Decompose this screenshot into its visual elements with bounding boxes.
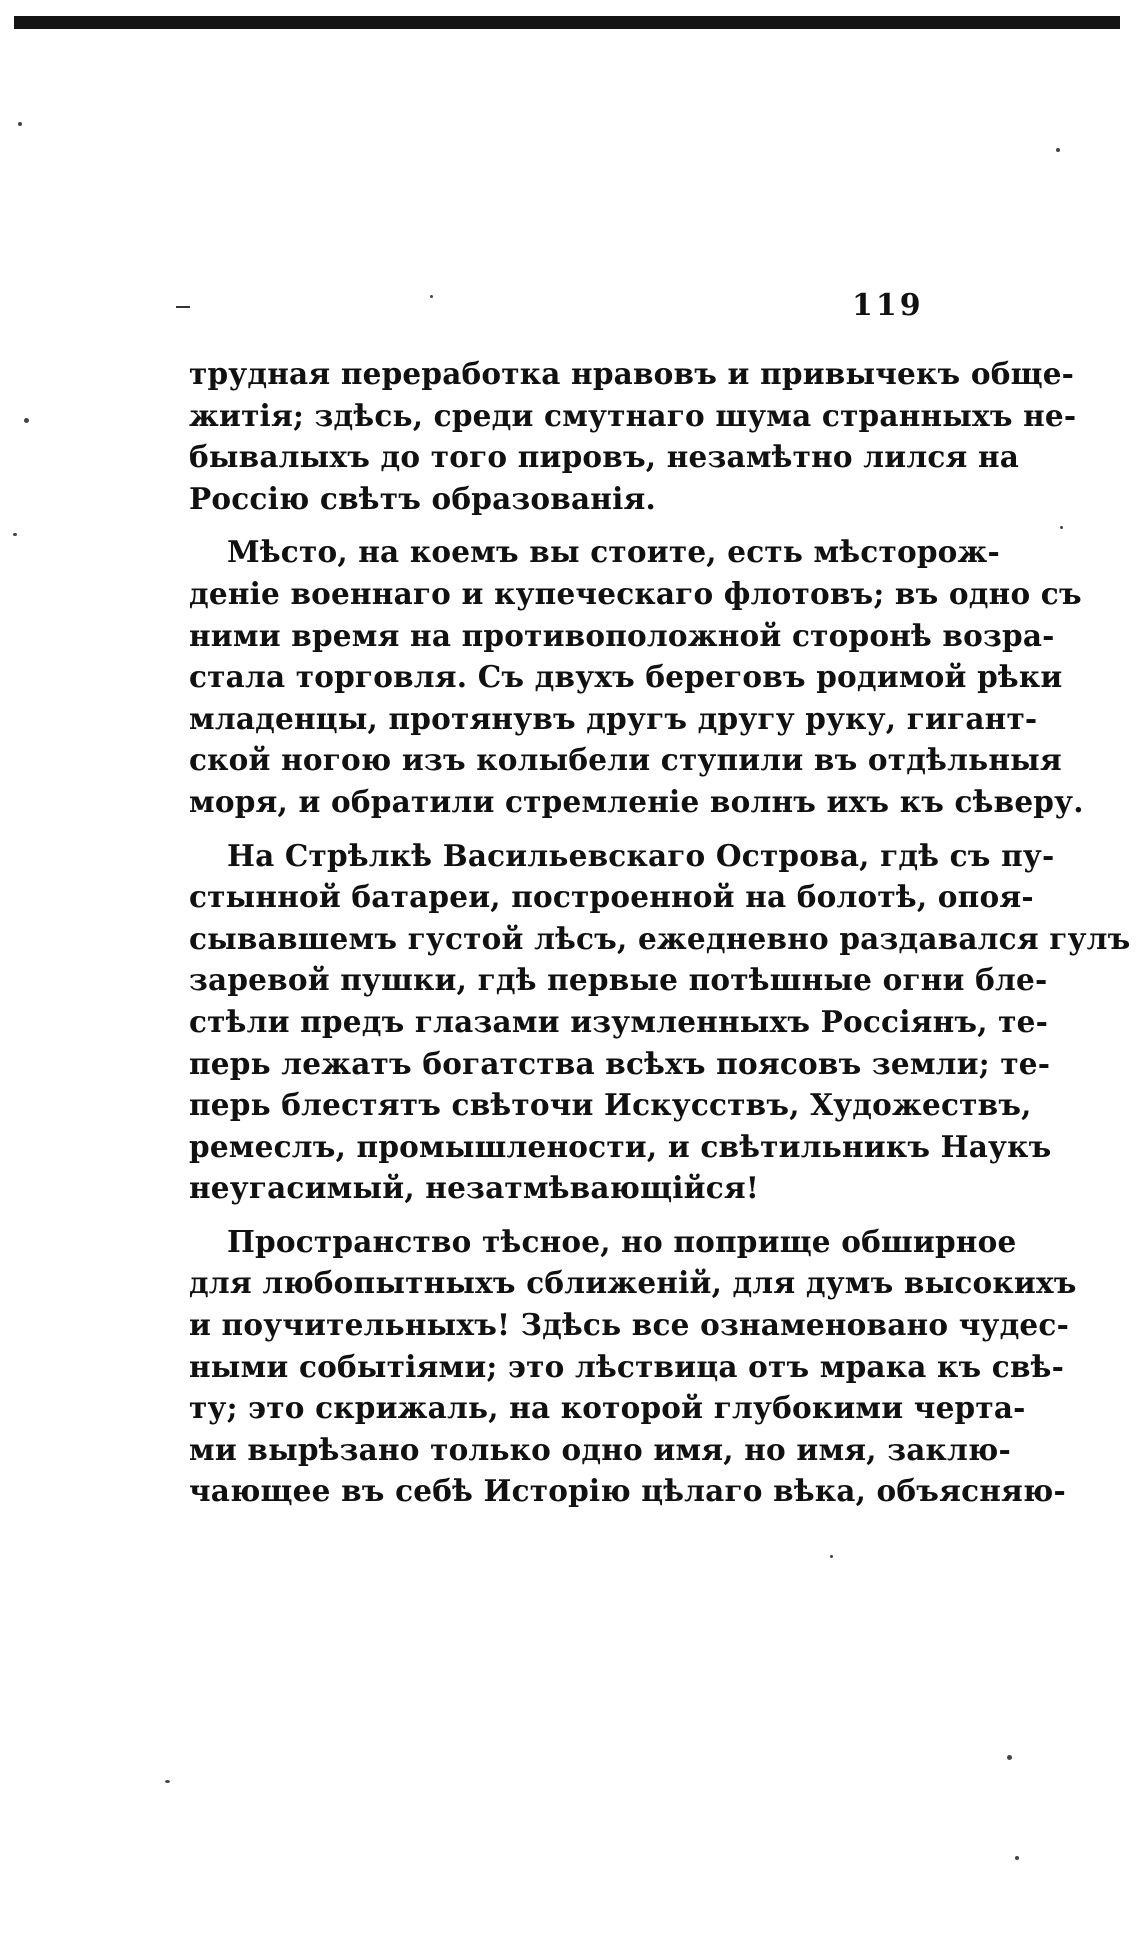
text-line: чающее въ себѣ Исторію цѣлаго вѣка, объясняю- [189,1473,1066,1509]
scan-speck [165,1780,170,1783]
text-line: стала торговля. Съ двухъ береговъ родимой рѣки [189,659,1063,695]
header-dash [176,306,190,308]
text-line: На Стрѣлкѣ Васильевскаго Острова, гдѣ съ пу- [227,837,1055,873]
text-line: неугасимый, незатмѣвающійся! [189,1170,760,1206]
text-line: бывалыхъ до того пировъ, незамѣтно лился на [189,439,1020,475]
scan-speck [1060,526,1063,529]
scan-speck [24,418,29,423]
scan-speck [13,533,17,536]
text-line: ту; это скрижаль, на которой глубокими черта- [189,1390,1026,1426]
scan-speck [18,122,22,126]
text-line: для любопытныхъ сближеній, для думъ высокихъ [189,1265,1077,1301]
body-text [189,353,1131,1512]
text-line: ремеслъ, промышлености, и свѣтильникъ Наукъ [189,1128,1052,1164]
text-line: ними время на противоположной сторонѣ возра- [189,617,1055,653]
text-line: сывавшемъ густой лѣсъ, ежедневно раздавался гулъ [189,920,1131,956]
text-line: Россію свѣтъ образованія. [189,480,656,516]
scan-speck [430,295,433,298]
scan-speck [830,1555,833,1558]
text-line: житія; здѣсь, среди смутнаго шума странныхъ не- [189,397,1077,433]
text-line: заревой пушки, гдѣ первые потѣшные огни бле- [189,962,1048,998]
text-line: перь блестятъ свѣточи Искусствъ, Художествъ, [189,1087,1032,1123]
text-line: стынной батареи, построенной на болотѣ, опоя- [189,879,1034,915]
text-line: Мѣсто, на коемъ вы стоите, есть мѣсторож- [227,534,1000,570]
scan-speck [1007,1755,1012,1760]
text-line: ми вырѣзано только одно имя, но имя, заклю- [189,1431,1011,1467]
text-line: деніе военнаго и купеческаго флотовъ; въ одно съ [189,575,1082,611]
text-line: перь лежатъ богатства всѣхъ поясовъ земли; те- [189,1045,1051,1081]
text-line: стѣли предъ глазами изумленныхъ Россіянъ, те- [189,1003,1049,1039]
paragraph-2 [189,531,1084,822]
text-line: ными событіями; это лѣствица отъ мрака къ свѣ- [189,1348,1065,1384]
text-line: Пространство тѣсное, но поприще обширное [227,1223,1017,1259]
paragraph-4 [189,1221,1077,1512]
page-number: 119 [852,288,924,323]
text-line: трудная переработка нравовъ и привычекъ обще- [189,356,1075,391]
top-rule [14,16,1120,29]
text-line: младенцы, протянувъ другъ другу руку, гигант- [189,700,1038,736]
paragraph-3 [189,835,1131,1209]
text-line: моря, и обратили стремленіе волнъ ихъ къ сѣверу. [189,783,1084,819]
scan-speck [1015,1856,1019,1860]
paragraph-1 [189,353,1077,519]
scan-speck [1056,148,1060,152]
text-line: ской ногою изъ колыбели ступили въ отдѣльныя [189,742,1062,778]
text-line: и поучительныхъ! Здѣсь все ознаменовано чудес- [189,1307,1070,1343]
